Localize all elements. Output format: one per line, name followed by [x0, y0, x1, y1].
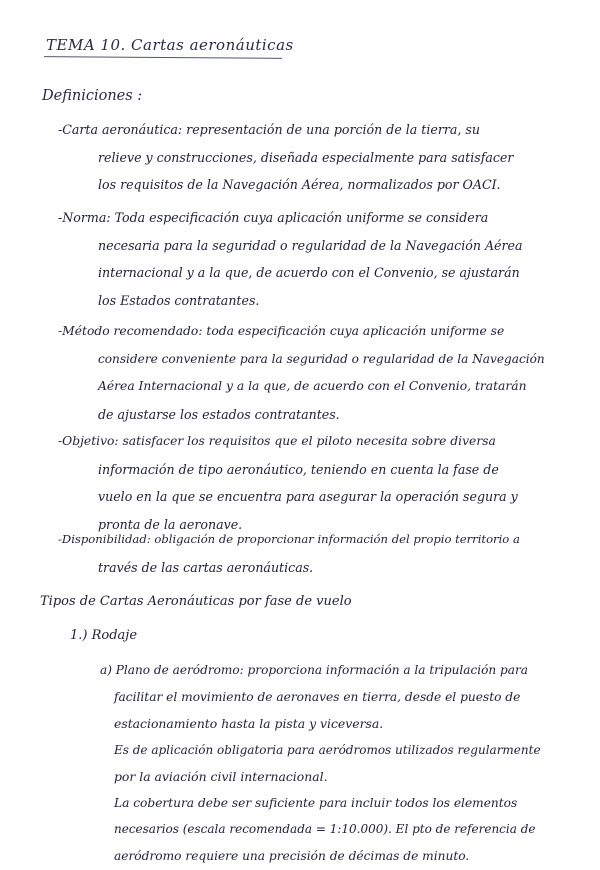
- definition-line: de ajustarse los estados contratantes.: [98, 406, 340, 422]
- definition-line: -Norma: Toda especificación cuya aplicación uniforme se considera: [58, 210, 489, 225]
- definition-line: internacional y a la que, de acuerdo con el Convenio, se ajustarán: [98, 265, 520, 280]
- definition-line: considere conveniente para la seguridad o regularidad de la Navegación: [98, 351, 545, 366]
- section-title: Tipos de Cartas Aeronáuticas por fase de vuelo: [40, 594, 352, 609]
- subsection-title: 1.) Rodaje: [70, 628, 138, 643]
- definition-line: -Método recomendado: toda especificación cuya aplicación uniforme se: [58, 324, 505, 338]
- item-line: Es de aplicación obligatoria para aeródromos utilizados regularmente: [114, 742, 541, 757]
- definition-disponibilidad: [58, 526, 520, 581]
- definition-line: vuelo en la que se encuentra para asegurar la operación segura y: [98, 489, 518, 504]
- definition-line: pronta de la aeronave.: [98, 516, 243, 532]
- subsection-item-plano-aerodromo: [100, 657, 541, 869]
- definition-line: -Carta aeronáutica: representación de una porción de la tierra, su: [58, 122, 480, 137]
- definition-line: los Estados contratantes.: [98, 292, 260, 308]
- definition-norma: [58, 204, 523, 314]
- item-line: aeródromo requiere una precisión de décimas de minuto.: [114, 848, 470, 863]
- definition-line: -Objetivo: satisfacer los requisitos que el piloto necesita sobre diversa: [58, 434, 496, 448]
- definition-line: Aérea Internacional y a la que, de acuerdo con el Convenio, tratarán: [98, 379, 527, 393]
- definition-carta-aeronautica: [58, 116, 513, 199]
- item-line: facilitar el movimiento de aeronaves en tierra, desde el puesto de: [114, 689, 521, 704]
- definition-line: necesaria para la seguridad o regularidad de la Navegación Aérea: [98, 237, 523, 253]
- definition-line: -Disponibilidad: obligación de proporcionar información del propio territorio a: [58, 532, 520, 546]
- definition-line: información de tipo aeronáutico, teniendo en cuenta la fase de: [98, 461, 499, 477]
- definition-line: relieve y construcciones, diseñada especialmente para satisfacer: [98, 149, 514, 165]
- definition-metodo-recomendado: [58, 318, 545, 428]
- item-line: por la aviación civil internacional.: [114, 769, 328, 784]
- definition-objetivo: [58, 428, 518, 538]
- item-line: La cobertura debe ser suficiente para incluir todos los elementos: [114, 795, 518, 810]
- item-line: a) Plano de aeródromo: proporciona información a la tripulación para: [100, 663, 528, 677]
- definitions-heading: Definiciones :: [42, 88, 143, 104]
- definition-line: través de las cartas aeronáuticas.: [98, 559, 314, 575]
- definition-line: los requisitos de la Navegación Aérea, normalizados por OACI.: [98, 177, 501, 192]
- item-line: necesarios (escala recomendada = 1:10.000). El pto de referencia de: [114, 822, 536, 836]
- item-line: estacionamiento hasta la pista y viceversa.: [114, 716, 384, 731]
- page-title: TEMA 10. Cartas aeronáuticas: [46, 36, 294, 54]
- title-underline: [44, 56, 282, 59]
